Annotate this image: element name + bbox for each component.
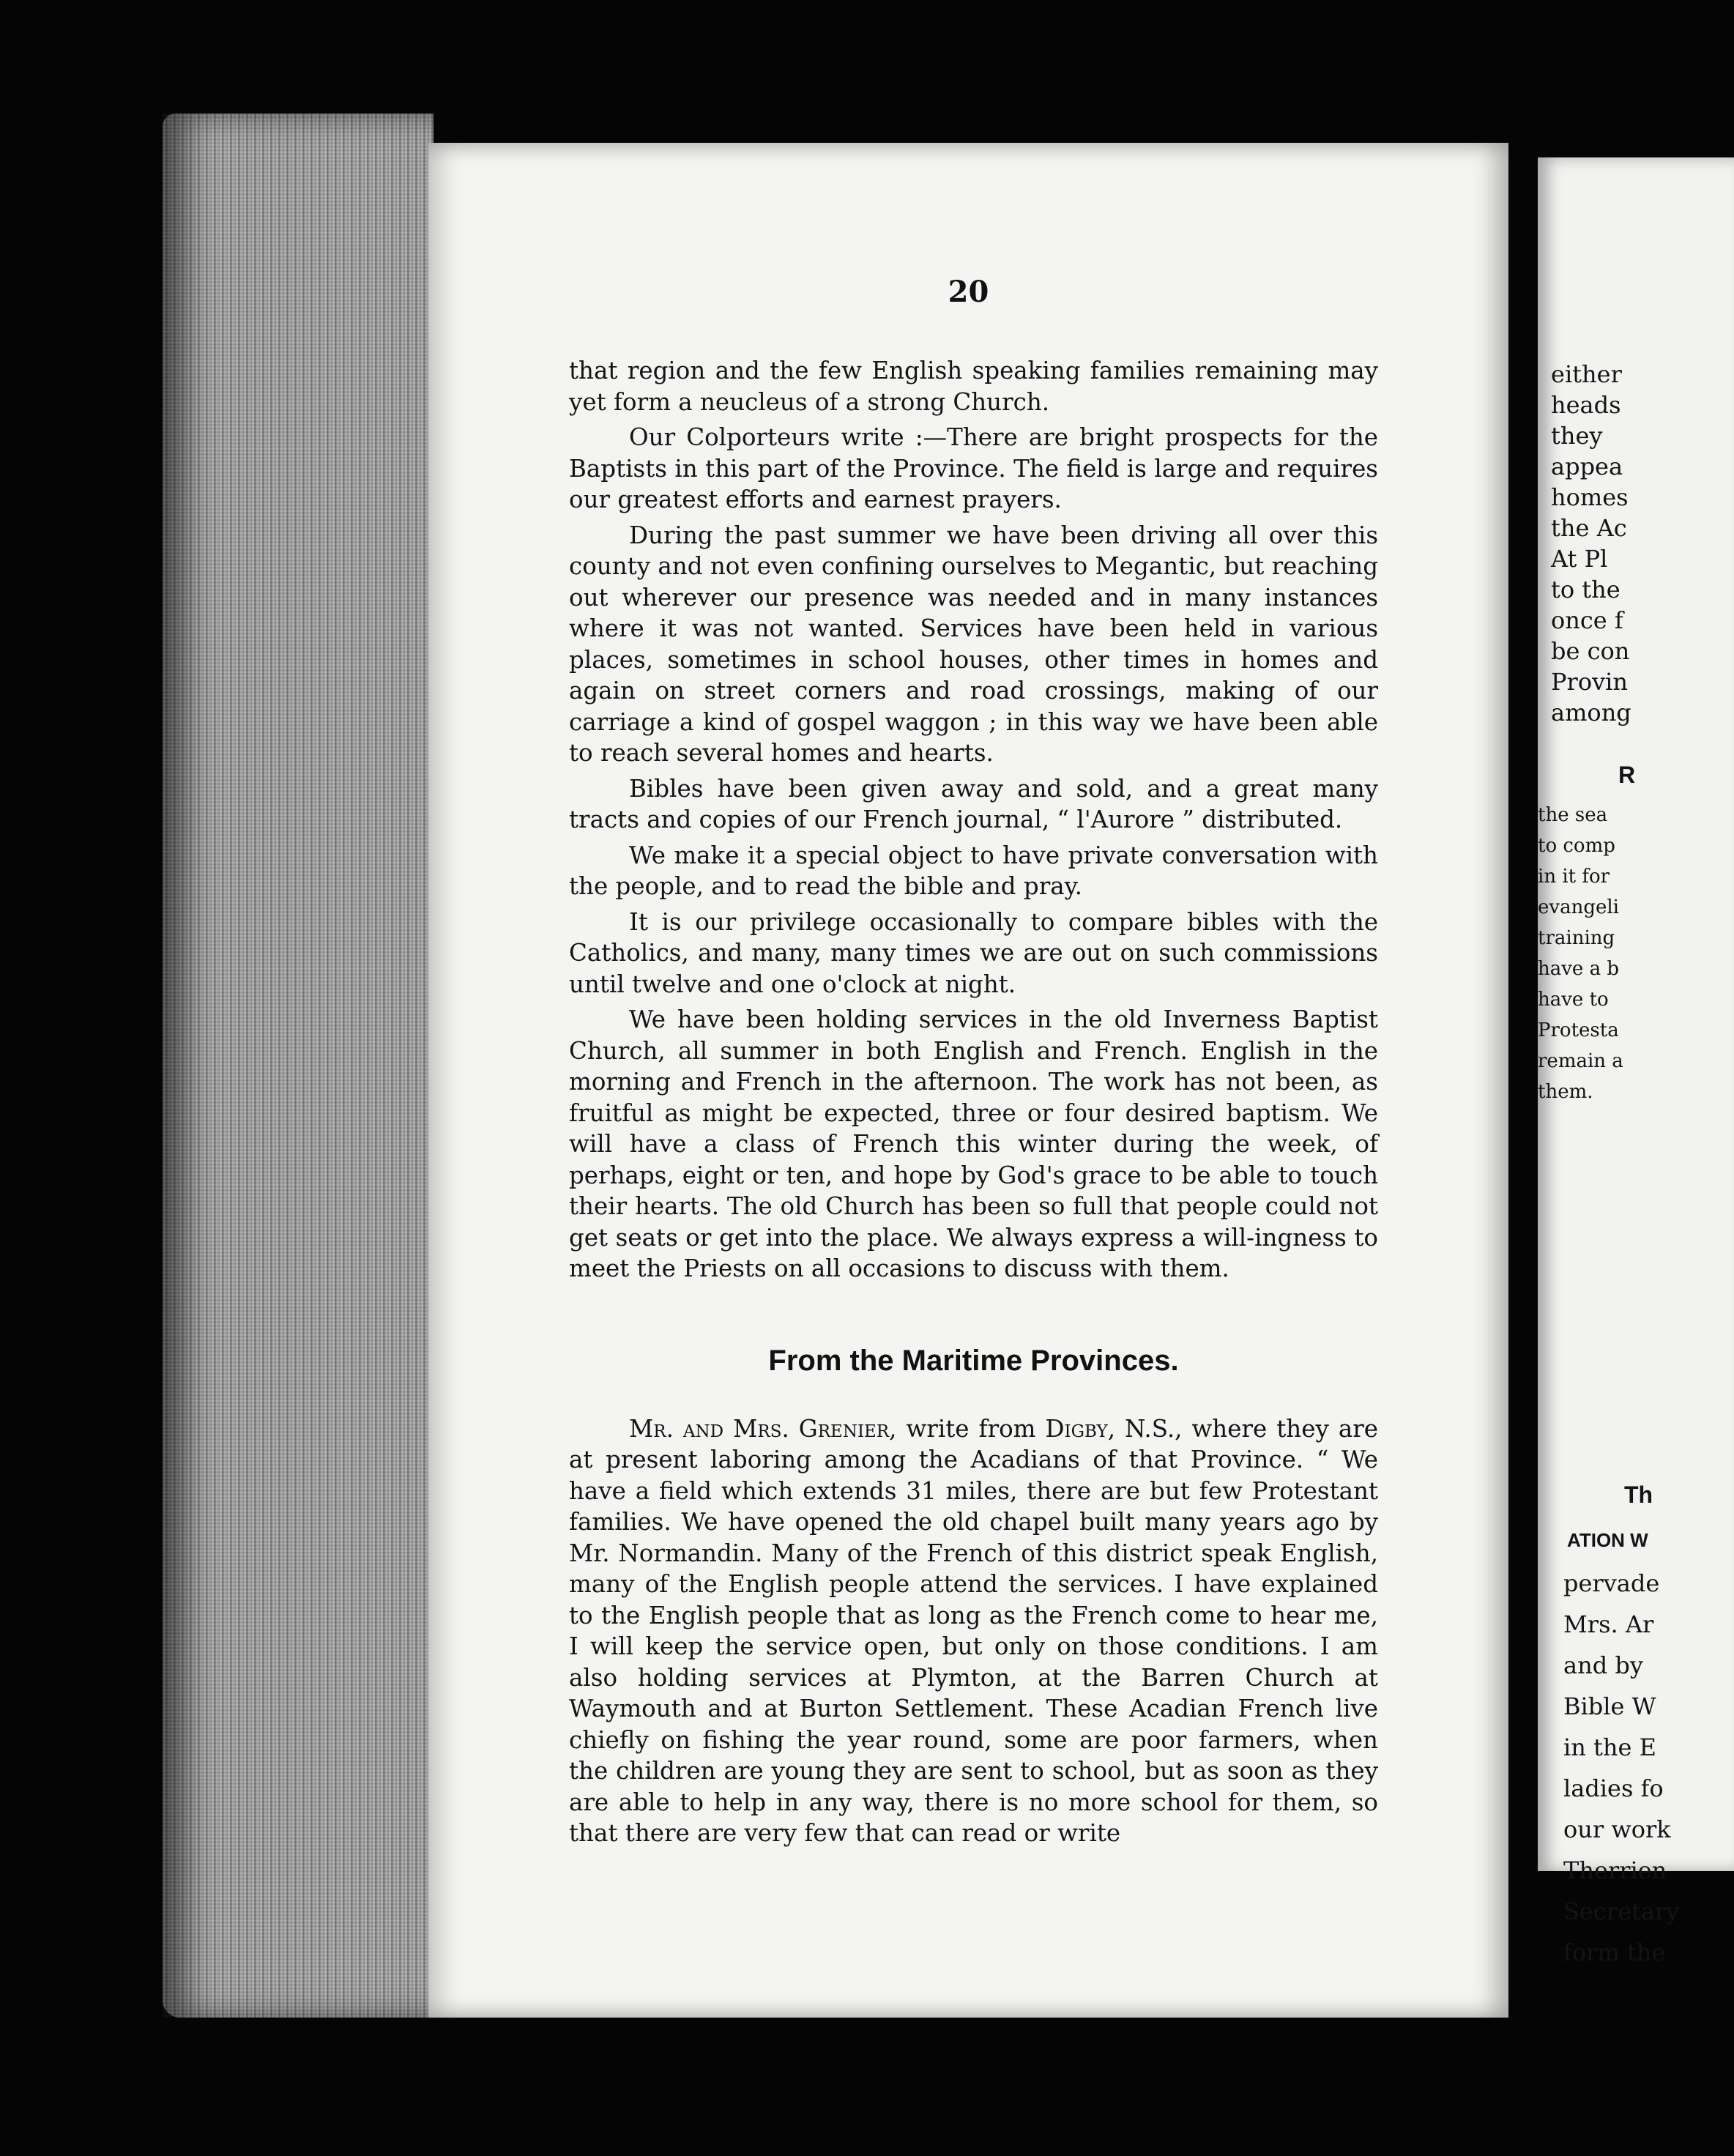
facing-page-line: once f xyxy=(1551,606,1623,634)
paragraph: It is our privilege occasionally to compare bibles with the Catholics, and many, many times we are out on such commissions until twelve and one o'clock at night. xyxy=(569,907,1378,998)
facing-page-line: to the xyxy=(1551,576,1620,603)
facing-page-line: have to xyxy=(1538,989,1609,1011)
facing-page-line: either xyxy=(1551,360,1622,388)
place-name: Digby xyxy=(1045,1414,1108,1443)
facing-page-line: among xyxy=(1551,699,1631,726)
facing-page-heading: R xyxy=(1618,762,1636,788)
page-number: 20 xyxy=(948,275,989,309)
paragraph: Our Colporteurs write :—There are bright prospects for the Baptists in this part of the Province. The field is large and requires our greatest efforts and earnest prayers. xyxy=(569,423,1378,513)
facing-page-line: ATION W xyxy=(1567,1529,1648,1551)
book-page-edges xyxy=(163,114,434,2018)
facing-page-line: them. xyxy=(1538,1081,1593,1103)
paragraph-text: , write from xyxy=(889,1414,1046,1443)
facing-page-line: form the xyxy=(1563,1938,1666,1966)
correspondent-names: Mr. and Mrs. Grenier xyxy=(629,1414,890,1443)
facing-page-line: appea xyxy=(1551,453,1623,480)
facing-page-line: training xyxy=(1538,927,1615,949)
paragraph: We make it a special object to have private conversation with the people, and to read the bible and pray. xyxy=(569,841,1378,900)
left-page xyxy=(428,143,1508,2018)
facing-page-fragment xyxy=(1538,157,1734,1966)
paragraph-text: , N.S., where they are at present laboring among the Acadians of that Province. “ We have a field which extends 31 miles, there are but few Protestant families. We have opened the old chapel built many years ago by Mr. Normandin. Many of the French of this district speak English, many of the English people attend the services. I have explained to the English people that as long as the French come to hear me, I will keep the service open, but only on those conditions. I am also holding services at Plymton, at the Barren Church at Waymouth and at Burton Settlement. These Acadian French live chiefly on fishing the year round, some are poor farmers, when the children are young they are sent to school, but as soon as they are able to help in any way, there is no more school for them, so that there are very few that can read or write xyxy=(569,1414,1378,1847)
paragraph-continued: that region and the few English speaking families remaining may yet form a neucleus of a strong Church. xyxy=(569,357,1378,416)
facing-page-line: heads xyxy=(1551,391,1621,419)
facing-page-line: they xyxy=(1551,422,1603,450)
text-column xyxy=(569,355,1378,1854)
facing-page-line: remain a xyxy=(1538,1050,1623,1072)
facing-page-line: evangeli xyxy=(1538,896,1619,918)
facing-page-line: Protesta xyxy=(1538,1019,1619,1041)
paragraph: Bibles have been given away and sold, and a great many tracts and copies of our French journal, “ l'Aurore ” distributed. xyxy=(569,774,1378,833)
facing-page-line: and by xyxy=(1563,1651,1643,1679)
section-paragraph xyxy=(569,1413,1378,1849)
facing-page-line: in it for xyxy=(1538,866,1610,888)
facing-page-line: homes xyxy=(1551,483,1629,511)
facing-page-line: Bible W xyxy=(1563,1692,1656,1720)
paragraph: We have been holding services in the old Inverness Baptist Church, all summer in both English and French. English in the morning and French in the afternoon. The work has not been, as fruitful as might be expected, three or four desired baptism. We will have a class of French this winter during the week, of perhaps, eight or ten, and hope by God's grace to be able to touch their hearts. The old Church has been so full that people could not get seats or get into the place. We always express a will-ingness to meet the Priests on all occasions to discuss with them. xyxy=(569,1005,1378,1282)
facing-page-line: Secretary xyxy=(1563,1897,1680,1925)
facing-page-line: in the E xyxy=(1563,1733,1656,1761)
facing-page-line: ladies fo xyxy=(1563,1774,1664,1802)
facing-page-line: At Pl xyxy=(1551,545,1608,573)
facing-page-line: Provin xyxy=(1551,668,1629,696)
facing-page-line: the Ac xyxy=(1551,514,1627,542)
facing-page-line: be con xyxy=(1551,637,1630,665)
facing-page-line: Mrs. Ar xyxy=(1563,1610,1654,1638)
paragraph: During the past summer we have been driving all over this county and not even confining ourselves to Megantic, but reaching out wherever our presence was needed and in many instances where it was not wanted. Services have been held in various places, sometimes in school houses, other times in homes and again on street corners and road crossings, making of our carriage a kind of gospel waggon ; in this way we have been able to reach several homes and hearts. xyxy=(569,521,1378,767)
facing-page-line: pervade xyxy=(1563,1569,1660,1597)
facing-page-line: have a b xyxy=(1538,958,1619,980)
facing-page-line: our work xyxy=(1563,1815,1671,1843)
facing-page-line: Therrien xyxy=(1563,1856,1667,1884)
facing-page-line: the sea xyxy=(1538,804,1608,826)
facing-page-heading: Th xyxy=(1624,1482,1653,1508)
section-heading: From the Maritime Provinces. xyxy=(768,1344,1179,1377)
facing-page-line: to comp xyxy=(1538,835,1615,857)
